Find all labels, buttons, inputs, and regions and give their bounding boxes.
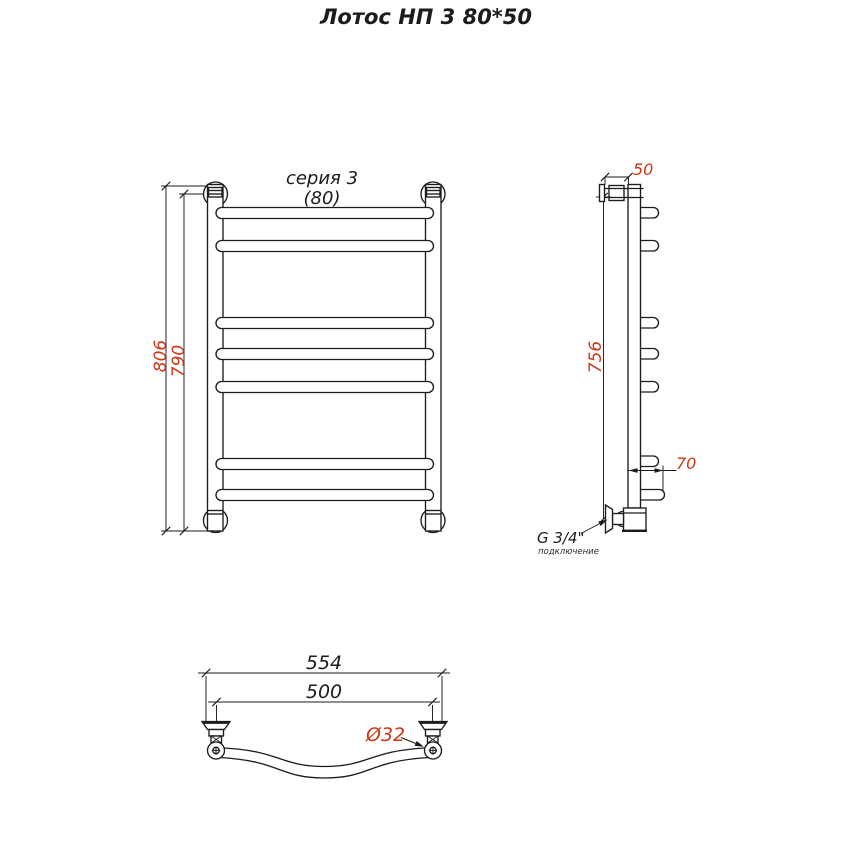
thread-sublabel: подключение (538, 547, 599, 557)
rung (216, 241, 434, 252)
dim-50-label: 50 (633, 160, 654, 179)
rung (216, 382, 434, 393)
rung (216, 459, 434, 470)
valve-flange (606, 505, 613, 533)
width-label: (80) (303, 188, 341, 209)
rung (216, 349, 434, 360)
dim-70-label: 70 (676, 454, 697, 473)
dim-diameter-label: Ø32 (366, 724, 406, 746)
dim-790-label: 790 (169, 344, 189, 378)
drawing-title: Лотос НП 3 80*50 (319, 5, 533, 29)
series-label: серия 3 (285, 168, 359, 189)
rung (216, 490, 434, 501)
dim-756-label: 756 (586, 340, 606, 374)
rung (216, 208, 434, 219)
dim-500-label: 500 (305, 681, 343, 703)
dim-554-label: 554 (305, 652, 343, 674)
thread-size-label: G 3/4" (537, 529, 585, 547)
rung (216, 318, 434, 329)
dim-806-label: 806 (151, 339, 171, 373)
pipe-side (628, 185, 641, 509)
connection-fitting (606, 505, 648, 533)
